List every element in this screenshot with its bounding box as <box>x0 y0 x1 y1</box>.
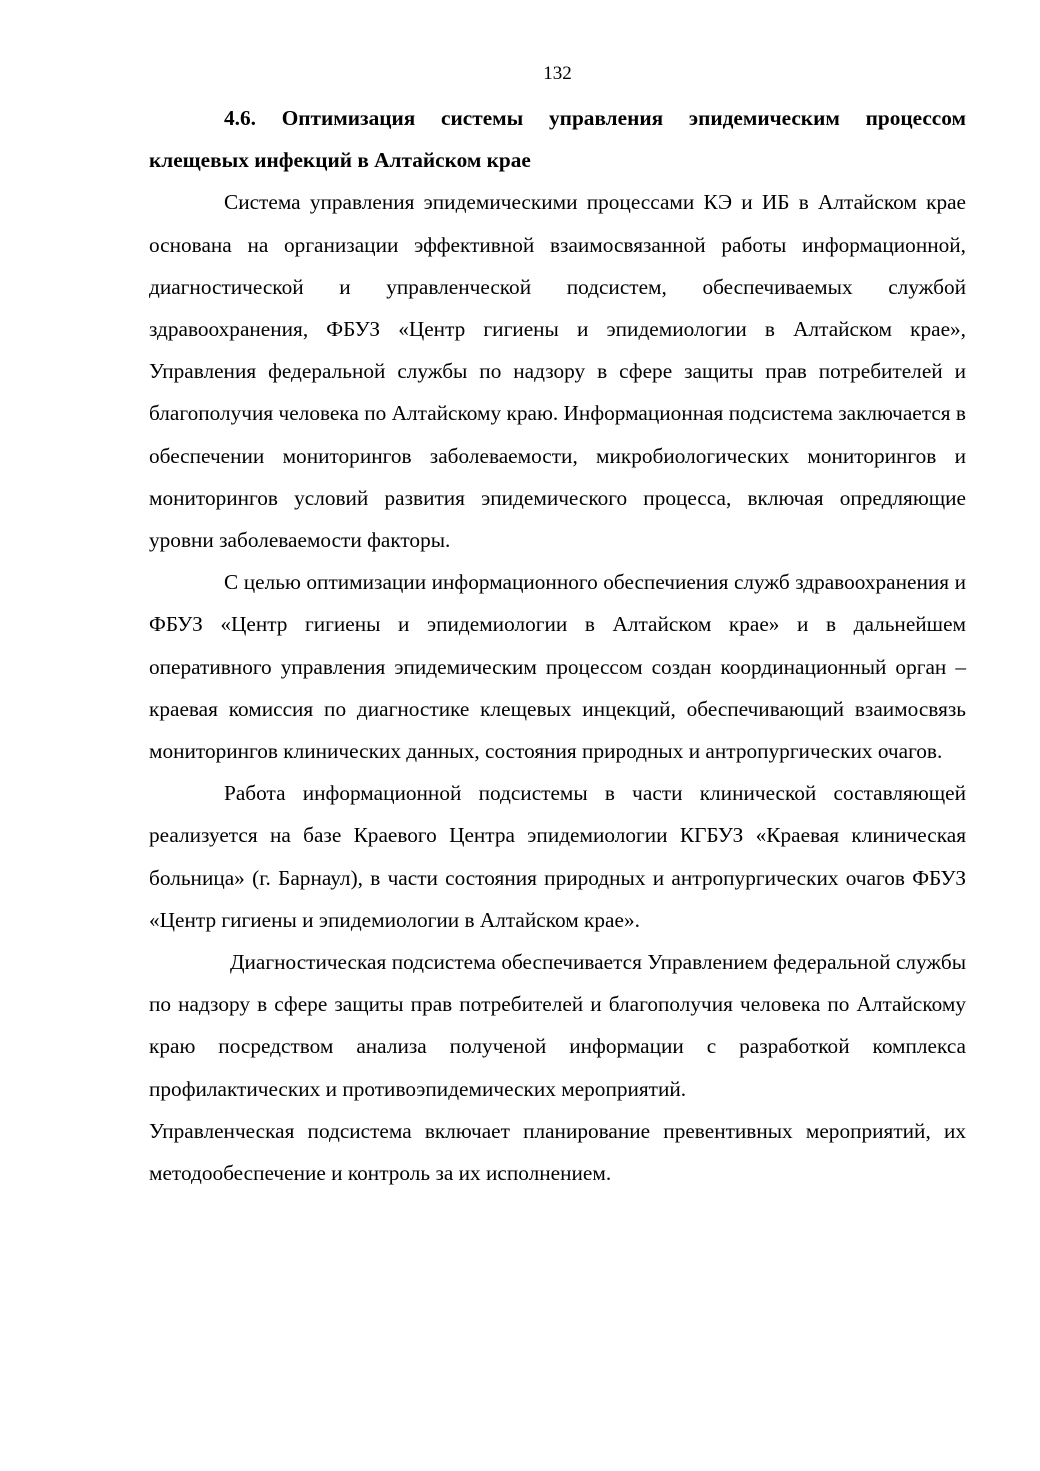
section-heading: 4.6. Оптимизация системы управления эпидемическим процессом клещевых инфекций в Алтайском крае <box>149 106 966 173</box>
paragraph-coordination-body: С целью оптимизации информационного обеспечиения служб здравоохранения и ФБУЗ «Центр гигиены и эпидемиологии в Алтайском крае» и в дальнейшем оперативного управления эпидемическим процессом создан координационный орган – краевая комиссия по диагностике клещевых инцекций, обеспечивающий взаимосвязь мониторингов клинических данных, состояния природных и антропургических очагов. <box>149 570 966 764</box>
paragraph-information-subsystem: Работа информационной подсистемы в части клинической составляющей реализуется на базе Краевого Центра эпидемиологии КГБУЗ «Краевая клиническая больница» (г. Барнаул), в части состояния природных и антропургических очагов ФБУЗ «Центр гигиены и эпидемиологии в Алтайском крае». <box>149 781 966 932</box>
paragraph-management-subsystem: Управленческая подсистема включает планирование превентивных мероприятий, их методообеспечение и контроль за их исполнением. <box>149 1118 966 1186</box>
paragraph-system-overview: Система управления эпидемическими процессами КЭ и ИБ в Алтайском крае основана на организации эффективной взаимосвязанной работы информационной, диагностической и управленческой подсистем, обеспечиваемых службой здравоохранения, ФБУЗ «Центр гигиены и эпидемиологии в Алтайском крае», Управления федеральной службы по надзору в сфере защиты прав потребителей и благополучия человека по Алтайскому краю. Информационная подсистема заключается в обеспечении мониторингов заболеваемости, микробиологических мониторингов и мониторингов условий развития эпидемического процесса, включая опредляющие уровни заболеваемости факторы. <box>149 190 966 553</box>
page-number: 132 <box>543 63 572 84</box>
document-body <box>149 97 966 1194</box>
paragraph-diagnostic-subsystem: Диагностическая подсистема обеспечивается Управлением федеральной службы по надзору в сфере защиты прав потребителей и благополучия человека по Алтайскому краю посредством анализа полученой информации с разработкой комплекса профилактических и противоэпидемических мероприятий. <box>149 950 966 1101</box>
